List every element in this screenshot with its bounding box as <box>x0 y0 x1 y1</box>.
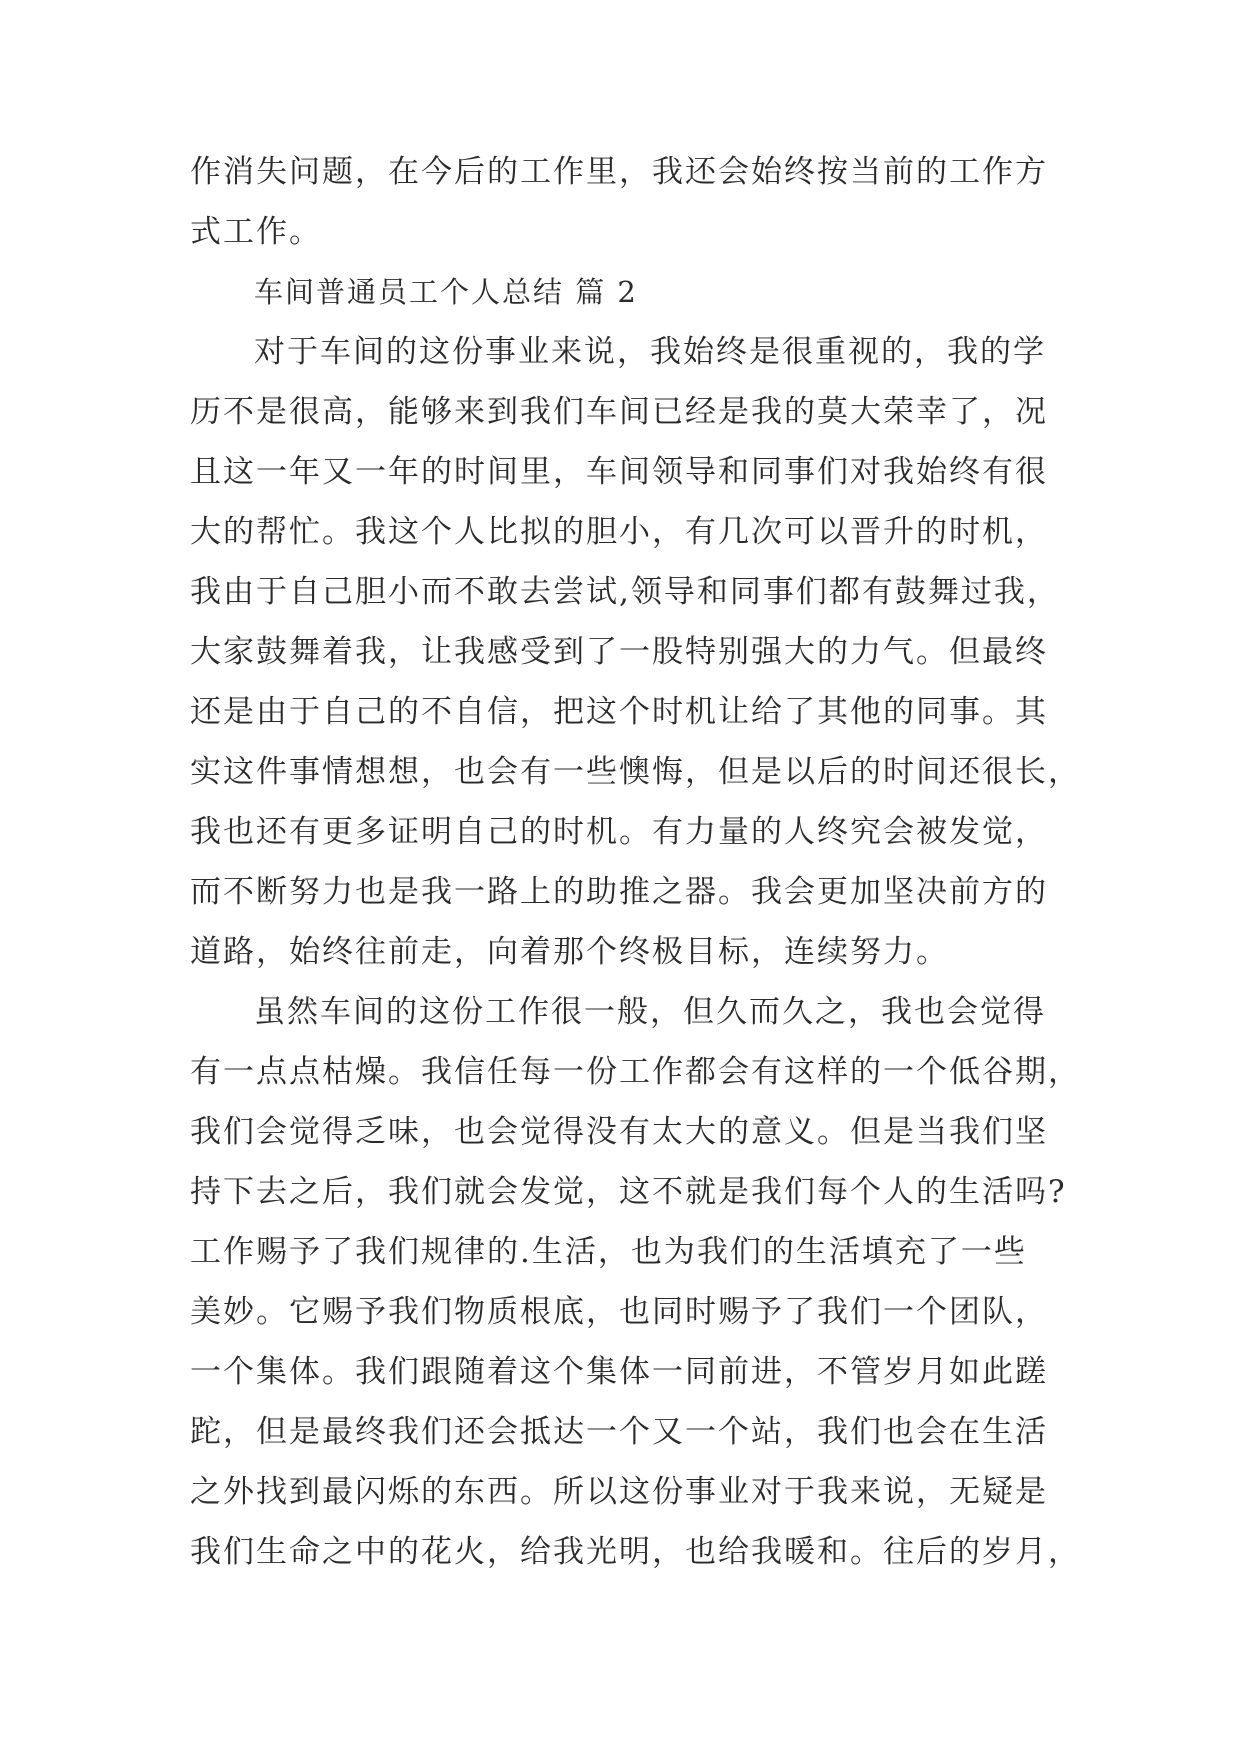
text-line: 大家鼓舞着我，让我感受到了一股特别强大的力气。但最终 <box>190 634 1048 670</box>
text-line: 历不是很高，能够来到我们车间已经是我的莫大荣幸了，况 <box>190 394 1048 430</box>
text-line: 作消失问题，在今后的工作里，我还会始终按当前的工作方 <box>190 154 1048 190</box>
text-line: 大的帮忙。我这个人比拟的胆小，有几次可以晋升的时机， <box>190 514 1048 550</box>
text-line: 持下去之后，我们就会发觉，这不就是我们每个人的生活吗? <box>190 1174 1067 1210</box>
text-line: 我们生命之中的花火，给我光明，也给我暖和。往后的岁月， <box>190 1534 1081 1570</box>
document-body <box>190 142 1081 1582</box>
text-line: 一个集体。我们跟随着这个集体一同前进，不管岁月如此蹉 <box>190 1354 1048 1390</box>
text-line: 式工作。 <box>190 214 322 250</box>
text-line: 工作赐予了我们规律的.生活，也为我们的生活填充了一些 <box>190 1234 1027 1270</box>
text-line: 而不断努力也是我一路上的助推之器。我会更加坚决前方的 <box>190 874 1048 910</box>
text-line: 我也还有更多证明自己的时机。有力量的人终究会被发觉， <box>190 814 1048 850</box>
text-line: 道路，始终往前走，向着那个终极目标，连续努力。 <box>190 934 949 970</box>
text-line: 我们会觉得乏味，也会觉得没有太大的意义。但是当我们坚 <box>190 1114 1048 1150</box>
text-line: 跎，但是最终我们还会抵达一个又一个站，我们也会在生活 <box>190 1414 1048 1450</box>
paragraph-first-line: 对于车间的这份事业来说，我始终是很重视的，我的学 <box>254 334 1046 370</box>
text-line: 实这件事情想想，也会有一些懊悔，但是以后的时间还很长， <box>190 754 1081 790</box>
text-line: 有一点点枯燥。我信任每一份工作都会有这样的一个低谷期， <box>190 1054 1081 1090</box>
paragraph-first-line: 虽然车间的这份工作很一般，但久而久之，我也会觉得 <box>254 994 1046 1030</box>
text-line: 且这一年又一年的时间里，车间领导和同事们对我始终有很 <box>190 454 1048 490</box>
text-line: 还是由于自己的不自信，把这个时机让给了其他的同事。其 <box>190 694 1048 730</box>
section-heading: 车间普通员工个人总结 篇 2 <box>254 275 638 309</box>
text-line: 我由于自己胆小而不敢去尝试,领导和同事们都有鼓舞过我， <box>190 574 1060 610</box>
text-line: 美妙。它赐予我们物质根底，也同时赐予了我们一个团队， <box>190 1294 1048 1330</box>
text-line: 之外找到最闪烁的东西。所以这份事业对于我来说，无疑是 <box>190 1474 1048 1510</box>
